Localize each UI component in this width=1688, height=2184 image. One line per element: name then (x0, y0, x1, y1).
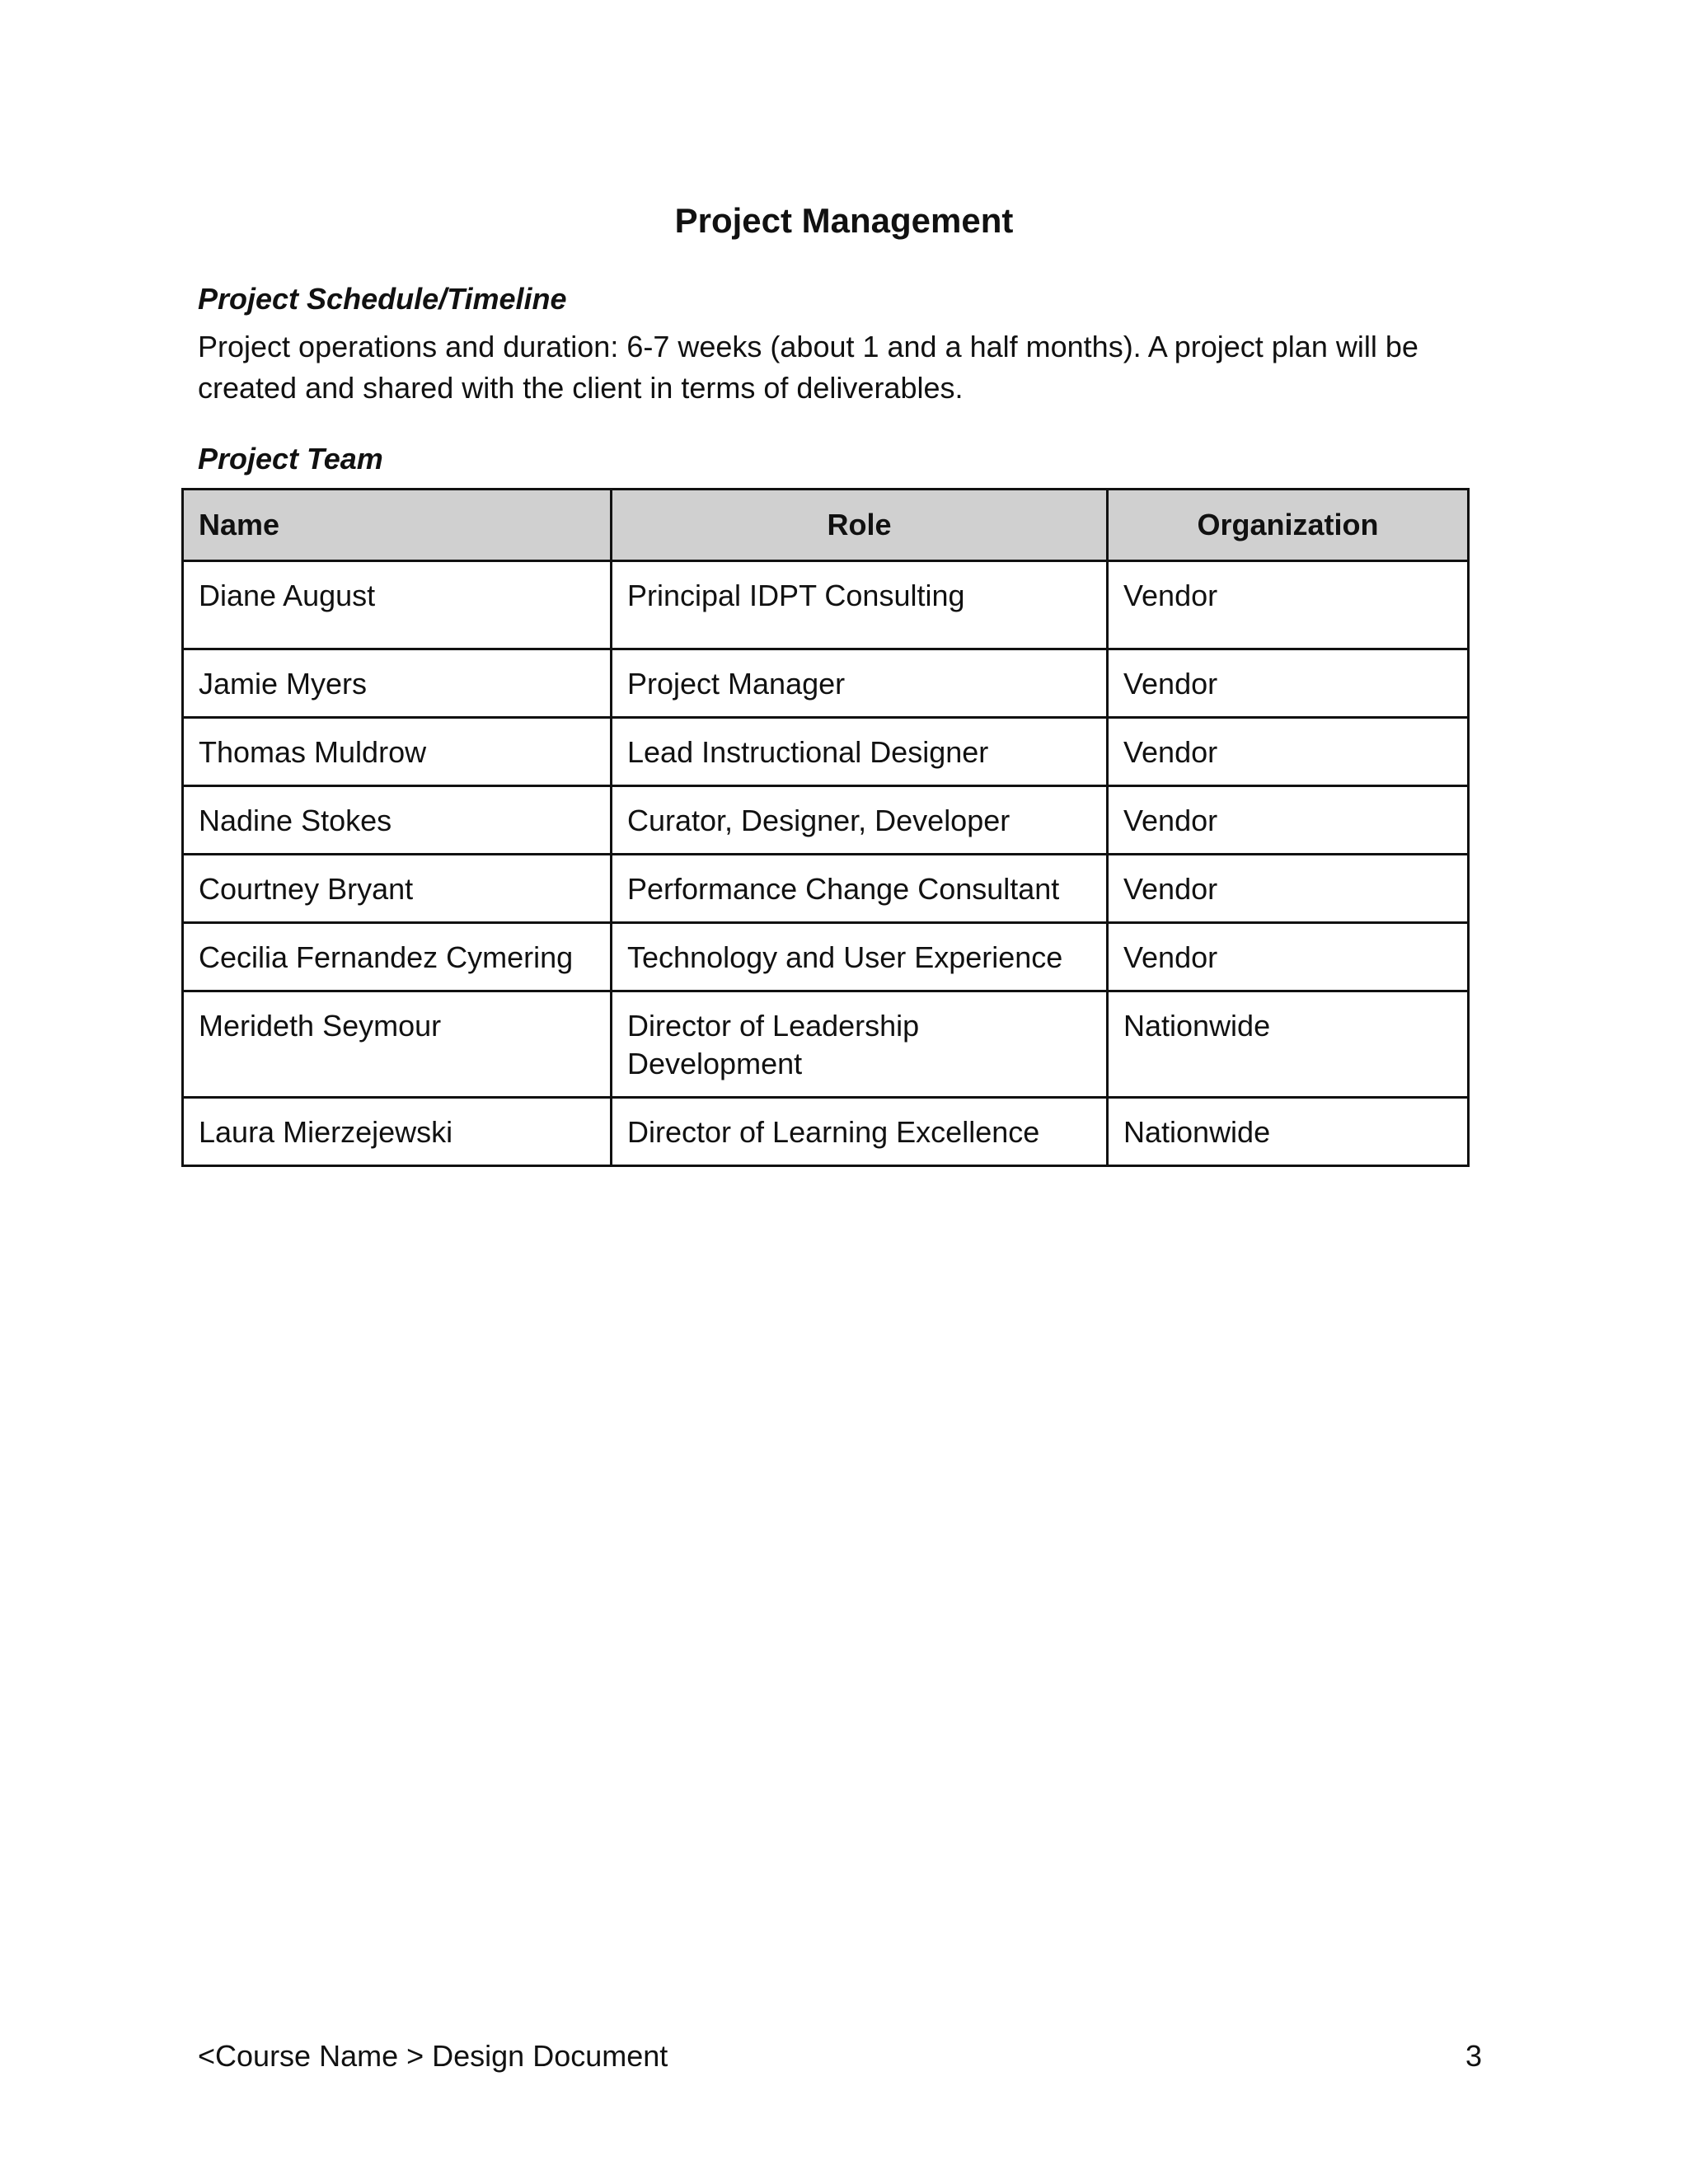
cell-organization: Vendor (1108, 649, 1469, 718)
cell-organization: Vendor (1108, 923, 1469, 991)
cell-role: Lead Instructional Designer (612, 718, 1108, 786)
table-row (183, 561, 1469, 649)
cell-organization: Nationwide (1108, 991, 1469, 1098)
cell-role: Curator, Designer, Developer (612, 786, 1108, 855)
cell-name: Diane August (183, 561, 612, 649)
cell-organization: Vendor (1108, 786, 1469, 855)
cell-organization: Vendor (1108, 855, 1469, 923)
cell-role: Project Manager (612, 649, 1108, 718)
table-row (183, 923, 1469, 991)
table-header-row (183, 490, 1469, 561)
cell-name: Cecilia Fernandez Cymering (183, 923, 612, 991)
column-header-name: Name (183, 490, 612, 561)
table-row (183, 786, 1469, 855)
cell-role: Director of Leadership Development (612, 991, 1108, 1098)
cell-name: Nadine Stokes (183, 786, 612, 855)
cell-role: Technology and User Experience (612, 923, 1108, 991)
cell-role: Principal IDPT Consulting (612, 561, 1108, 649)
schedule-heading: Project Schedule/Timeline (198, 282, 567, 316)
column-header-role: Role (612, 490, 1108, 561)
cell-organization: Vendor (1108, 718, 1469, 786)
cell-name: Laura Mierzejewski (183, 1098, 612, 1166)
schedule-text: Project operations and duration: 6-7 weeks (about 1 and a half months). A project plan will be created and shared with the client in terms of deliverables. (198, 330, 1418, 405)
cell-name: Thomas Muldrow (183, 718, 612, 786)
cell-organization: Nationwide (1108, 1098, 1469, 1166)
project-team-table (181, 488, 1470, 1167)
table-row (183, 1098, 1469, 1166)
table-row (183, 649, 1469, 718)
cell-name: Courtney Bryant (183, 855, 612, 923)
cell-organization: Vendor (1108, 561, 1469, 649)
table-row (183, 855, 1469, 923)
footer-document-name: <Course Name > Design Document (198, 2039, 668, 2073)
cell-name: Jamie Myers (183, 649, 612, 718)
cell-name: Merideth Seymour (183, 991, 612, 1098)
page-title: Project Management (674, 201, 1014, 240)
cell-role: Performance Change Consultant (612, 855, 1108, 923)
table-row (183, 991, 1469, 1098)
table-row (183, 718, 1469, 786)
footer-page-number: 3 (1465, 2039, 1482, 2073)
cell-role: Director of Learning Excellence (612, 1098, 1108, 1166)
team-heading: Project Team (198, 442, 383, 476)
column-header-organization: Organization (1108, 490, 1469, 561)
